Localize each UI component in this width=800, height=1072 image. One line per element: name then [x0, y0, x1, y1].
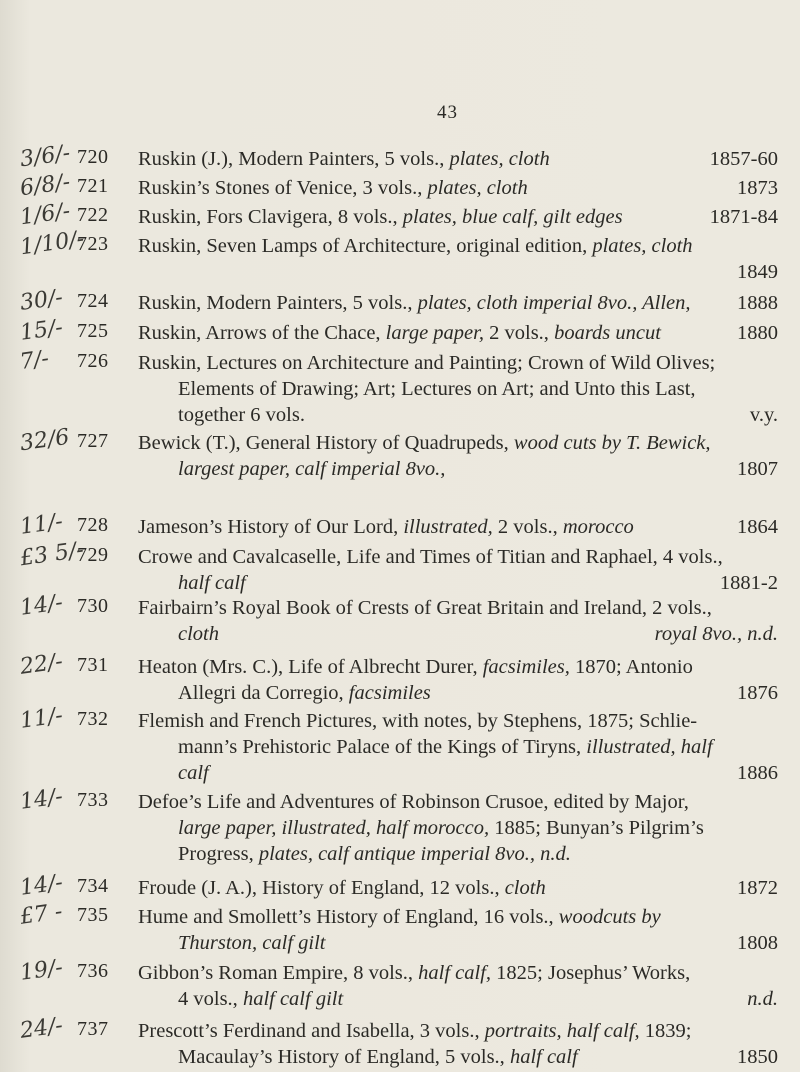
handwritten-price: 3/6/-: [18, 140, 72, 173]
description-line: [138, 1018, 778, 1044]
description-line: [138, 350, 778, 376]
description-line: [138, 930, 778, 956]
description-line: [138, 514, 778, 540]
description-text: Thurston, calf gilt: [178, 932, 326, 954]
lot-description: [138, 146, 778, 172]
lot-description: [138, 320, 778, 346]
description-text: Ruskin, Modern Painters, 5 vols.,: [138, 292, 418, 314]
description-text: 1839;: [639, 1020, 692, 1042]
lot-margin: [8, 424, 120, 458]
description-text: facsimiles: [348, 682, 431, 704]
description-text: Hume and Smollett’s History of England, 16 vols.,: [138, 906, 559, 928]
lot-description: [138, 514, 778, 540]
lot-number: 732: [77, 708, 109, 730]
description-text: cloth: [504, 877, 546, 899]
lot-number: 727: [77, 430, 109, 452]
description-line: [138, 233, 778, 259]
description-text: woodcuts by: [558, 906, 661, 928]
description-text: Ruskin, Lectures on Architecture and Painting; Crown of Wild Olives;: [138, 352, 716, 374]
description-line: [138, 654, 778, 680]
description-text: Froude (J. A.), History of England, 12 vols.,: [138, 877, 505, 899]
description-text: large paper, illustrated, half morocco,: [178, 817, 490, 839]
description-text: plates, cloth: [592, 235, 693, 257]
lot-margin: [8, 346, 120, 378]
lot-margin: [8, 784, 120, 817]
lot-date: 1880: [737, 322, 778, 344]
lot-margin: [8, 226, 120, 261]
description-line: [138, 402, 778, 428]
lot-number: 736: [77, 960, 109, 982]
lot-margin: [8, 649, 120, 682]
description-text: Crowe and Cavalcaselle, Life and Times of Titian and Raphael, 4 vols.,: [138, 546, 723, 568]
lot-description: [138, 595, 778, 647]
lot-description: [138, 175, 778, 201]
handwritten-price: 1/6/-: [18, 198, 72, 231]
description-line: [138, 290, 778, 316]
lot-margin: [8, 703, 120, 736]
lot-description: [138, 875, 778, 901]
handwritten-price: 11/-: [18, 703, 65, 734]
handwritten-price: 14/-: [18, 870, 65, 901]
description-text: largest paper, calf imperial 8vo.,: [178, 458, 446, 480]
description-text: wood cuts by T. Bewick,: [513, 432, 711, 454]
lot-date: 1850: [737, 1046, 778, 1068]
lot-date: 1881-2: [719, 572, 778, 594]
lot-date: v.y.: [749, 404, 778, 426]
lot-number: 725: [77, 320, 109, 342]
description-line: [138, 146, 778, 172]
description-line: [138, 376, 778, 402]
description-text: 1825; Josephus’ Works,: [491, 962, 691, 984]
description-text: 1885; Bunyan’s Pilgrim’s: [489, 817, 704, 839]
description-text: morocco: [562, 516, 634, 538]
description-line: [138, 875, 778, 901]
description-text: large paper,: [385, 322, 484, 344]
lot-description: [138, 350, 778, 428]
lot-number: 733: [77, 789, 109, 811]
handwritten-price: 7/-: [18, 346, 51, 375]
lot-number: 721: [77, 175, 109, 197]
description-text: 2 vols.,: [492, 516, 563, 538]
lot-date: 1807: [737, 458, 778, 480]
lot-number: 720: [77, 146, 109, 168]
lot-description: [138, 1018, 778, 1070]
lot-date: 1808: [737, 932, 778, 954]
handwritten-price: £7 -: [18, 899, 64, 930]
handwritten-price: 24/-: [18, 1013, 65, 1044]
description-line: [138, 789, 778, 815]
lot-margin: [8, 870, 120, 903]
lot-date: 1872: [737, 877, 778, 899]
description-line: [138, 430, 778, 456]
lot-number: 724: [77, 290, 109, 312]
description-text: Elements of Drawing; Art; Lectures on Art; and Unto this Last,: [178, 378, 696, 400]
description-line: [138, 456, 778, 482]
description-text: mann’s Prehistoric Palace of the Kings of Tiryns,: [178, 736, 587, 758]
description-text: Fairbairn’s Royal Book of Crests of Great Britain and Ireland, 2 vols.,: [138, 597, 712, 619]
handwritten-price: 32/6: [18, 424, 71, 457]
description-text: Ruskin (J.), Modern Painters, 5 vols.,: [138, 148, 450, 170]
description-text: Ruskin’s Stones of Venice, 3 vols.,: [138, 177, 428, 199]
description-line: [138, 595, 778, 621]
lot-margin: [8, 899, 120, 932]
description-text: Jameson’s History of Our Lord,: [138, 516, 404, 538]
description-line: [138, 621, 778, 647]
lot-margin: [8, 315, 120, 348]
lot-margin: [8, 1013, 120, 1046]
description-text: Flemish and French Pictures, with notes, by Stephens, 1875; Schlie-: [138, 710, 698, 732]
description-text: Defoe’s Life and Adventures of Robinson Crusoe, edited by Major,: [138, 791, 689, 813]
handwritten-price: 19/-: [18, 955, 65, 986]
description-line: [138, 680, 778, 706]
description-text: Ruskin, Seven Lamps of Architecture, original edition,: [138, 235, 593, 257]
description-text: calf: [178, 762, 209, 784]
description-line: [138, 841, 778, 867]
description-text: boards uncut: [554, 322, 661, 344]
handwritten-price: 1/10/-: [18, 226, 86, 261]
description-text: half calf: [178, 572, 246, 594]
description-text: Bewick (T.), General History of Quadrupeds,: [138, 432, 514, 454]
description-line: [138, 960, 778, 986]
lot-description: [138, 290, 778, 316]
description-line: [138, 204, 778, 230]
lot-margin: [8, 509, 120, 542]
lot-description: [138, 789, 778, 867]
description-text: half calf,: [418, 962, 492, 984]
description-line: [138, 175, 778, 201]
description-line: [138, 259, 778, 285]
description-line: [138, 544, 778, 570]
lot-number: 730: [77, 595, 109, 617]
description-line: [138, 734, 778, 760]
lot-date: 1876: [737, 682, 778, 704]
lot-date: 1886: [737, 762, 778, 784]
lot-margin: [8, 590, 120, 623]
handwritten-price: 14/-: [18, 784, 65, 815]
description-text: Prescott’s Ferdinand and Isabella, 3 vols.,: [138, 1020, 485, 1042]
lot-date: 1871-84: [709, 206, 778, 228]
lot-description: [138, 904, 778, 956]
lot-number: 723: [77, 233, 109, 255]
lot-number: 722: [77, 204, 109, 226]
description-line: [138, 708, 778, 734]
handwritten-price: 22/-: [18, 649, 65, 680]
lot-date: royal 8vo., n.d.: [654, 623, 778, 645]
handwritten-price: 11/-: [18, 509, 65, 540]
lot-number: 726: [77, 350, 109, 372]
description-text: illustrated,: [403, 516, 493, 538]
description-text: plates, blue calf, gilt edges: [402, 206, 623, 228]
description-text: plates, calf antique imperial 8vo., n.d.: [258, 843, 571, 865]
lot-date: 1864: [737, 516, 778, 538]
lot-date: 1849: [737, 261, 778, 283]
lot-description: [138, 430, 778, 482]
description-text: portraits, half calf,: [484, 1020, 640, 1042]
description-text: 4 vols.,: [178, 988, 243, 1010]
description-text: facsimiles,: [482, 656, 570, 678]
description-line: [138, 1044, 778, 1070]
handwritten-price: 6/8/-: [18, 169, 72, 202]
description-line: [138, 904, 778, 930]
description-text: Heaton (Mrs. C.), Life of Albrecht Durer,: [138, 656, 483, 678]
lot-date: 1873: [737, 177, 778, 199]
description-text: plates, cloth: [449, 148, 550, 170]
handwritten-price: 15/-: [18, 315, 65, 346]
lot-number: 728: [77, 514, 109, 536]
description-text: Allegri da Corregio,: [178, 682, 349, 704]
description-text: cloth: [178, 623, 219, 645]
description-text: half calf: [509, 1046, 578, 1068]
description-text: 2 vols.,: [484, 322, 555, 344]
handwritten-price: 14/-: [18, 590, 65, 621]
handwritten-price: 30/-: [18, 285, 65, 316]
description-line: [138, 320, 778, 346]
lot-margin: [8, 955, 120, 988]
description-text: 1870; Antonio: [569, 656, 693, 678]
lot-margin: [8, 198, 120, 232]
lot-margin: [8, 537, 120, 572]
description-text: plates, cloth imperial 8vo., Allen,: [417, 292, 691, 314]
description-text: half calf gilt: [242, 988, 344, 1010]
description-text: Gibbon’s Roman Empire, 8 vols.,: [138, 962, 419, 984]
page-number: 43: [437, 102, 458, 123]
description-line: [138, 570, 778, 596]
lot-description: [138, 708, 778, 786]
lot-number: 731: [77, 654, 109, 676]
description-text: illustrated, half: [586, 736, 713, 758]
lot-description: [138, 654, 778, 706]
lot-description: [138, 233, 778, 285]
lot-description: [138, 204, 778, 230]
lot-description: [138, 960, 778, 1012]
lot-number: 737: [77, 1018, 109, 1040]
lot-number: 734: [77, 875, 109, 897]
description-text: Ruskin, Fors Clavigera, 8 vols.,: [138, 206, 403, 228]
description-text: plates, cloth: [427, 177, 528, 199]
description-line: [138, 760, 778, 786]
description-text: Progress,: [178, 843, 259, 865]
description-text: Macaulay’s History of England, 5 vols.,: [178, 1046, 510, 1068]
description-line: [138, 815, 778, 841]
lot-number: 735: [77, 904, 109, 926]
lot-number: 729: [77, 544, 109, 566]
lot-description: [138, 544, 778, 596]
lot-date: n.d.: [747, 988, 778, 1010]
lot-margin: [8, 285, 120, 318]
lot-date: 1857-60: [709, 148, 778, 170]
description-line: [138, 986, 778, 1012]
handwritten-price: £3 5/-: [18, 537, 86, 572]
description-text: Ruskin, Arrows of the Chace,: [138, 322, 386, 344]
lot-date: 1888: [737, 292, 778, 314]
description-text: together 6 vols.: [178, 404, 305, 426]
